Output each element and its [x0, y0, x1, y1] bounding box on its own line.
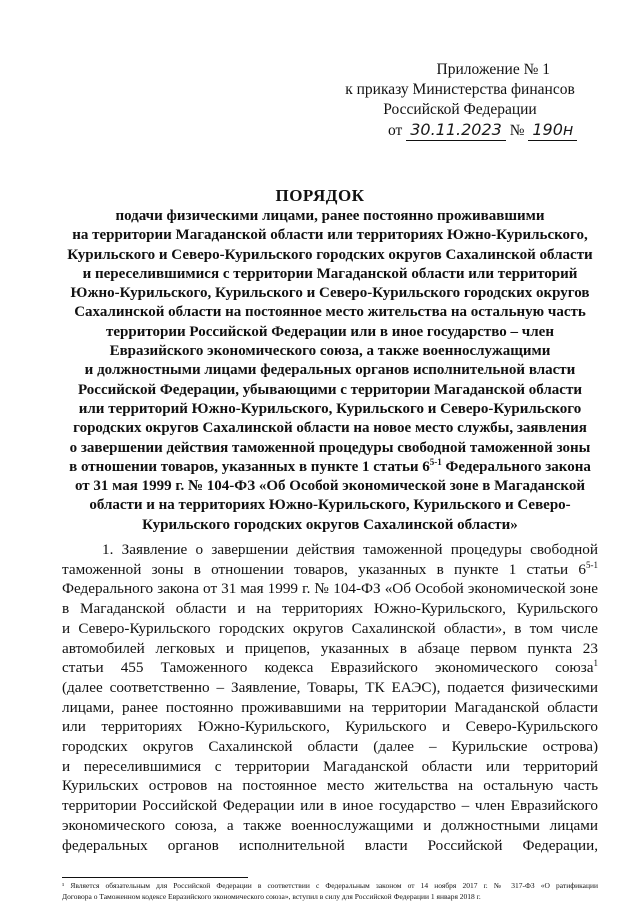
- body-line: Курильских островов на постоянное место жительства на остальную часть: [62, 777, 598, 795]
- from-label: от: [388, 122, 403, 139]
- subtitle-line-text: в отношении товаров, указанных в пункте 1 статьи 6: [69, 458, 430, 475]
- document-body: [62, 540, 598, 855]
- document-subtitle: [56, 207, 604, 535]
- article-superscript: 5-1: [429, 456, 442, 467]
- body-line: автомобилей легковых и прицепов, указанных в абзаце первом пункта 23: [62, 639, 598, 657]
- subtitle-line: или территорий Южно-Курильского, Курильского и Северо-Курильского: [78, 400, 582, 417]
- appendix-header: [330, 60, 590, 141]
- body-line-text: таможенной зоны в отношении товаров, указанных в пункте 1 статьи 6: [62, 560, 586, 578]
- subtitle-line: области и на территориях Южно-Курильского, Курильского и Северо-: [89, 497, 571, 514]
- subtitle-line: подачи физическими лицами, ранее постоянно проживавшими: [115, 208, 545, 224]
- subtitle-line: на территории Магаданской области или территориях Южно-Курильского,: [72, 227, 588, 244]
- subtitle-line: [56, 458, 604, 477]
- subtitle-line: Евразийского экономического союза, а также военнослужащими: [109, 343, 551, 360]
- body-line: лицами, ранее постоянно проживавшими на территории Магаданской области: [62, 698, 598, 716]
- body-line: территории Российской Федерации или в иное государство – член Евразийского: [62, 797, 598, 815]
- footnote-divider: [62, 877, 248, 878]
- appendix-order-ref: к приказу Министерства финансов: [345, 81, 575, 98]
- subtitle-line: Курильского городских округов Сахалинской области»: [142, 516, 518, 533]
- body-line: (далее соответственно – Заявление, Товары, ТК ЕАЭС), подается физическими: [62, 678, 598, 696]
- subtitle-line: Курильского и Северо-Курильского городских округов Сахалинской области: [67, 246, 593, 263]
- document-title: ПОРЯДОК: [275, 186, 365, 205]
- footnote-marker[interactable]: 1: [593, 658, 598, 669]
- footnote-line: Договора о Таможенном кодексе Евразийского экономического союза», вступил в силу для Российской Федерации 1 января 2018 г.: [62, 892, 481, 901]
- subtitle-line: о завершении действия таможенной процедуры свободной таможенной зоны: [69, 439, 591, 456]
- subtitle-line: Российской Федерации, убывающими с территории Магаданской области: [78, 381, 582, 398]
- subtitle-line: территории Российской Федерации или в иное государство – член: [106, 323, 554, 340]
- appendix-ministry: Российской Федерации: [383, 101, 537, 118]
- body-line: федеральных органов исполнительной власти Российской Федерации,: [62, 836, 598, 854]
- body-line: [62, 560, 598, 580]
- subtitle-line: от 31 мая 1999 г. № 104-ФЗ «Об Особой экономической зоне в Магаданской: [74, 478, 586, 495]
- body-line: экономического союза, а также военнослужащими и должностными лицами: [62, 816, 598, 834]
- body-line: или территориях Южно-Курильского, Курильского и Северо-Курильского: [62, 718, 598, 736]
- appendix-date-line: [330, 120, 590, 141]
- handwritten-number: 190н: [528, 120, 577, 141]
- body-line: городских округов Сахалинской области (далее – Курильские острова): [62, 738, 598, 756]
- body-line-text: статьи 455 Таможенного кодекса Евразийского экономического союза: [62, 659, 594, 677]
- footnote: [62, 880, 598, 902]
- subtitle-line: Сахалинской области на постоянное место жительства на остальную часть: [74, 304, 586, 321]
- number-label: №: [509, 122, 525, 139]
- body-line: Федерального закона от 31 мая 1999 г. № 104-ФЗ «Об Особой экономической зоне: [62, 580, 598, 598]
- body-line: [62, 658, 598, 678]
- subtitle-line: и должностными лицами федеральных органов исполнительной власти: [84, 362, 576, 379]
- handwritten-date: 30.11.2023: [406, 120, 506, 141]
- article-superscript: 5-1: [586, 559, 598, 570]
- appendix-number: Приложение № 1: [436, 61, 550, 78]
- body-line: и переселившимися с территории Магаданской области или территорий: [62, 757, 598, 775]
- body-line: в Магаданской области и на территориях Южно-Курильского, Курильского: [62, 600, 598, 618]
- subtitle-line: городских округов Сахалинской области на новое место службы, заявления: [73, 420, 587, 437]
- subtitle-line: Южно-Курильского, Курильского и Северо-Курильского городских округов: [70, 285, 590, 302]
- footnote-line: ¹ Является обязательным для Российской Федерации в соответствии с Федеральным законом от 14 ноября 2017 г. № 317-ФЗ «О ратификации: [62, 881, 598, 890]
- subtitle-line: и переселившимися с территории Магаданской области или территорий: [82, 265, 578, 282]
- body-line: и Северо-Курильского городских округов Сахалинской области», в том числе: [62, 619, 598, 637]
- subtitle-line-tail: Федерального закона: [441, 458, 591, 475]
- body-line: 1. Заявление о завершении действия таможенной процедуры свободной: [102, 541, 598, 558]
